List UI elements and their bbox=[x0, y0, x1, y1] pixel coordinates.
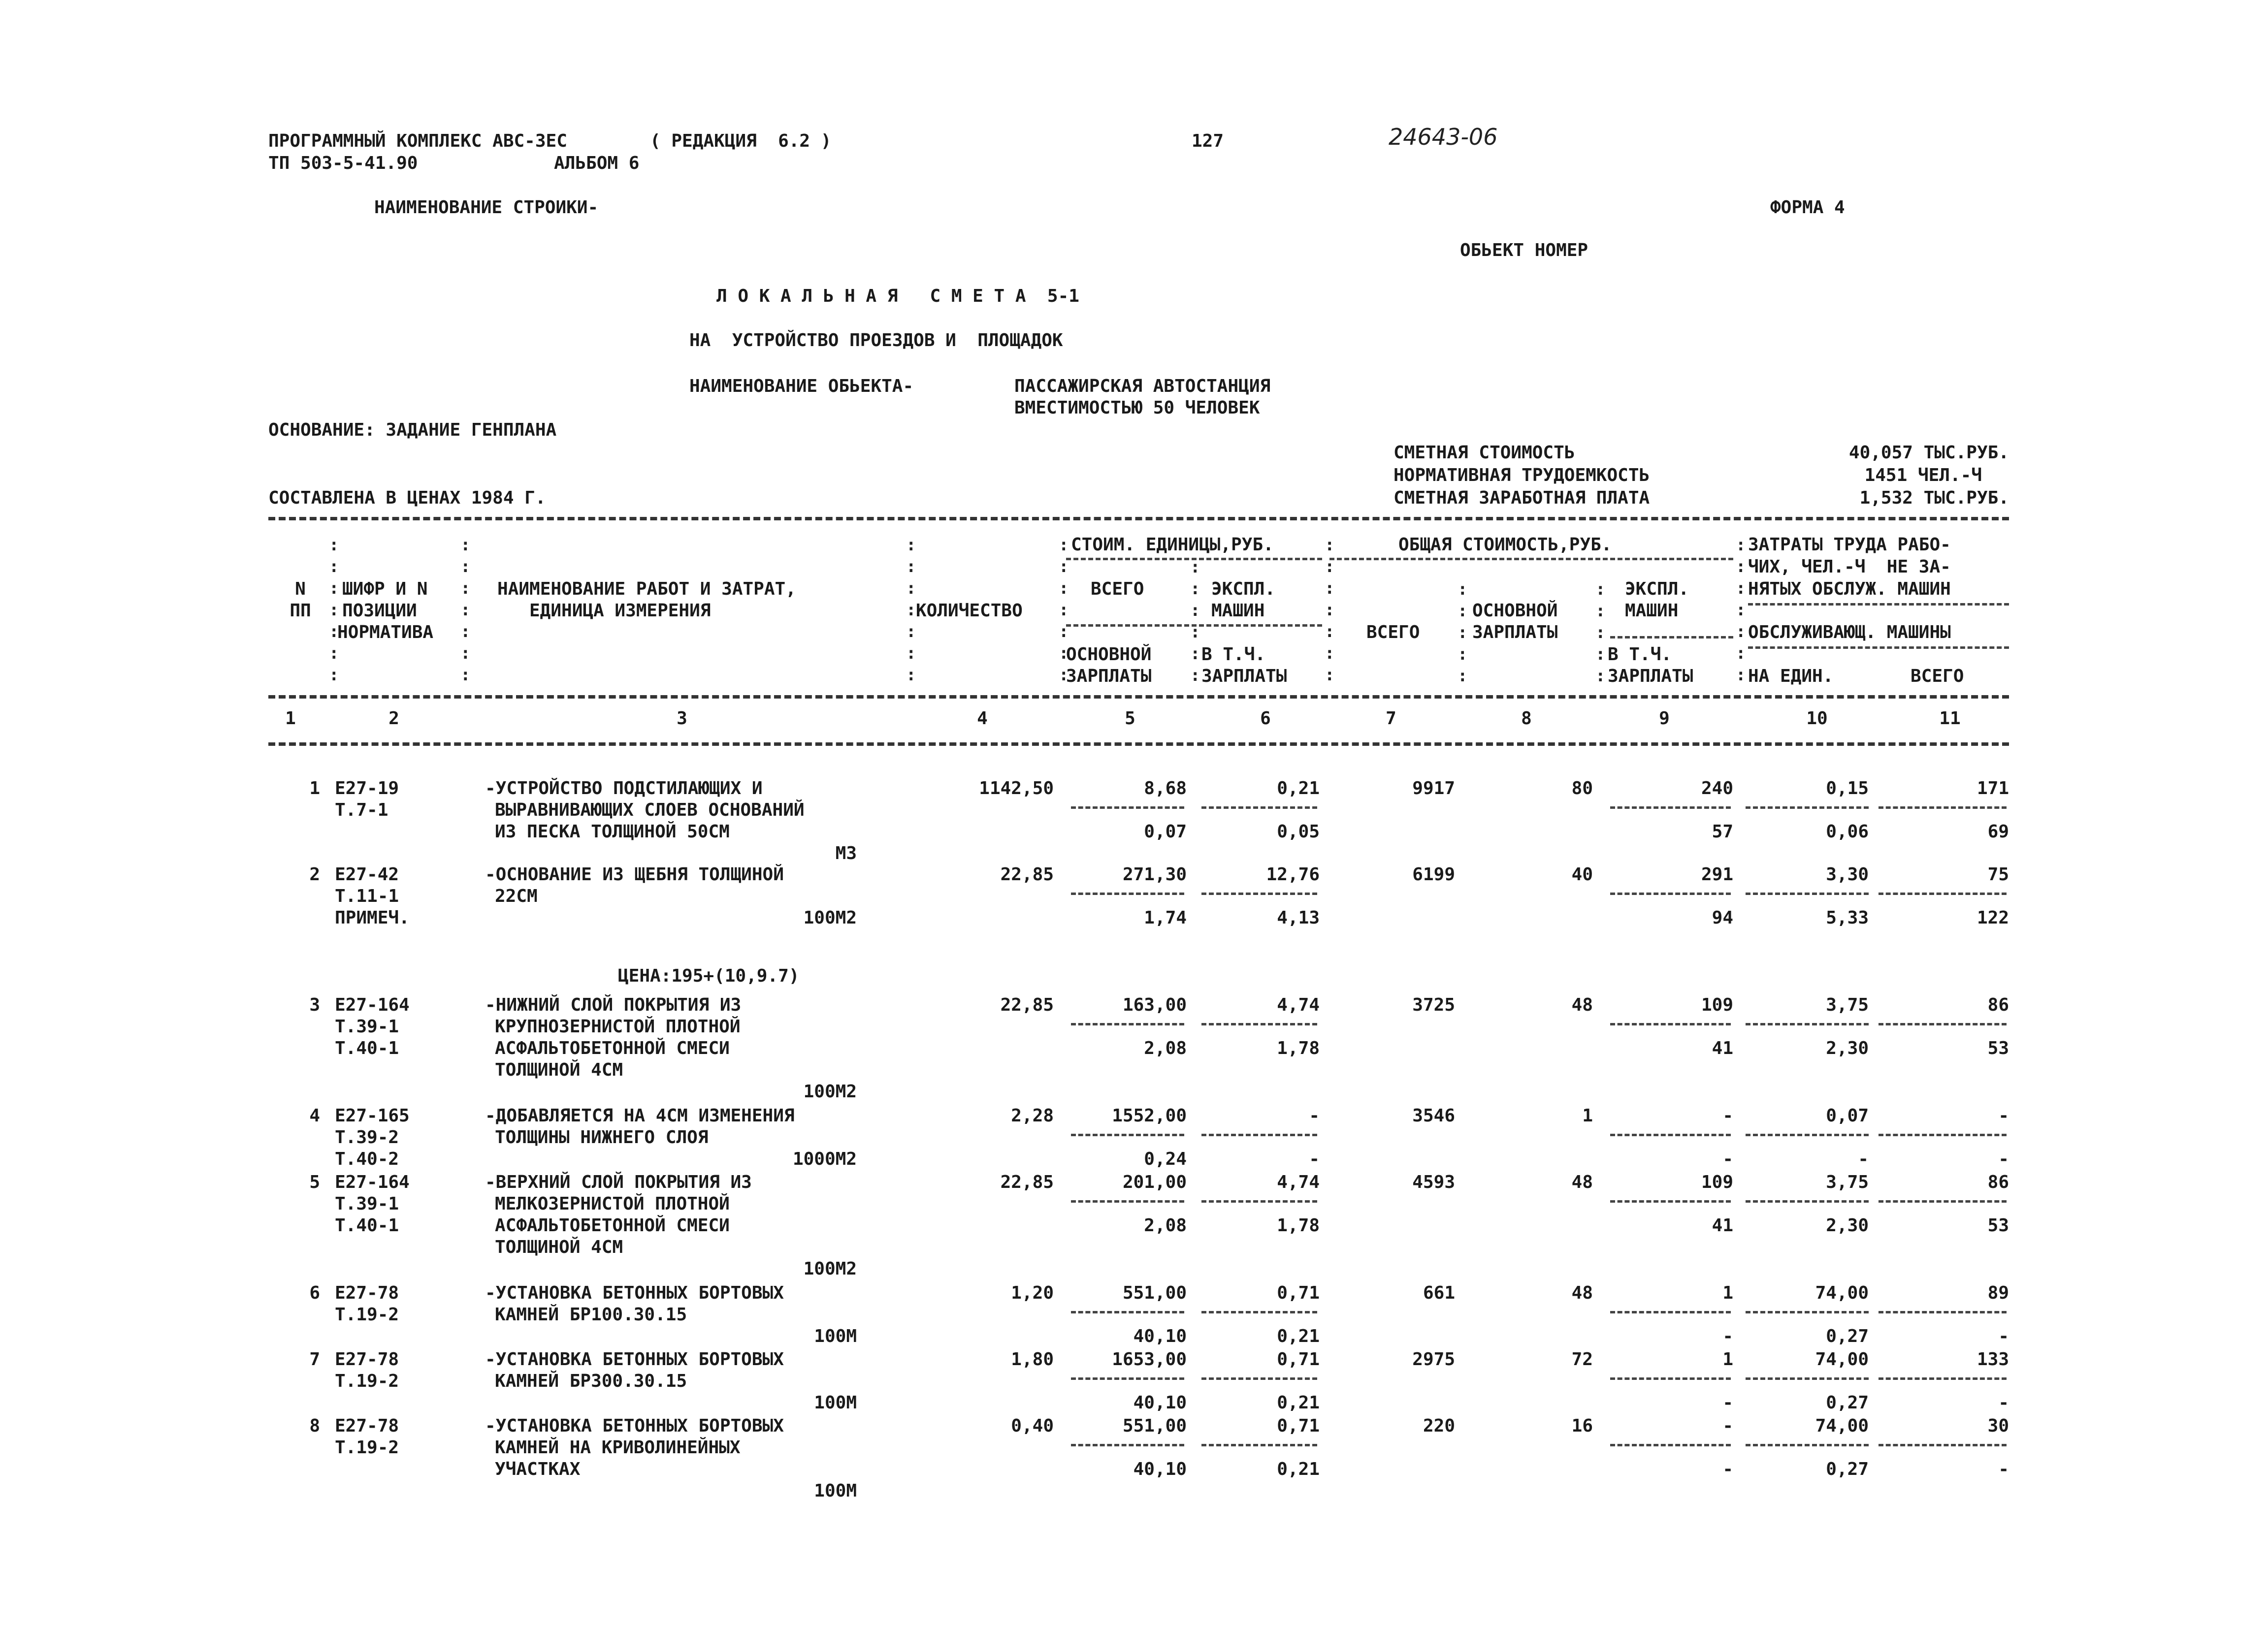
summary-label: СМЕТНАЯ СТОИМОСТЬ bbox=[1393, 443, 1575, 463]
unit-cost-machine-wages: 0,05 bbox=[1277, 822, 1320, 842]
total-machines: 240 bbox=[1701, 778, 1733, 798]
total-cost-header: ОБЩАЯ СТОИМОСТЬ,РУБ. bbox=[1398, 535, 1612, 555]
norm-code: Т.11-1 bbox=[335, 886, 399, 906]
cell-rule bbox=[1071, 1200, 1184, 1203]
total-machine-wages: 57 bbox=[1712, 822, 1733, 842]
labor-per-unit-machines: 0,27 bbox=[1826, 1459, 1869, 1479]
col-6-header: МАШИН bbox=[1211, 601, 1265, 621]
work-name: КАМНЕЙ БР300.30.15 bbox=[495, 1371, 687, 1391]
work-name: -УСТАНОВКА БЕТОННЫХ БОРТОВЫХ bbox=[485, 1349, 784, 1370]
work-name: МЕЛКОЗЕРНИСТОЙ ПЛОТНОЙ bbox=[495, 1194, 730, 1214]
col-2-header: ПОЗИЦИИ bbox=[342, 601, 417, 621]
tp-number: ТП 503-5-41.90 bbox=[268, 153, 418, 173]
norm-code: Е27-165 bbox=[335, 1106, 410, 1126]
work-name: -ДОБАВЛЯЕТСЯ НА 4СМ ИЗМЕНЕНИЯ bbox=[485, 1106, 795, 1126]
col-10-header: НА ЕДИН. bbox=[1748, 666, 1834, 686]
row-number: 1 bbox=[309, 778, 320, 798]
labor-per-unit: 74,00 bbox=[1815, 1416, 1869, 1436]
row-number: 7 bbox=[309, 1349, 320, 1370]
cell-rule bbox=[1746, 1311, 1869, 1313]
unit-cost-machines: - bbox=[1309, 1106, 1320, 1126]
col-9-header: ЭКСПЛ. bbox=[1625, 579, 1689, 599]
work-name: -УСТРОЙСТВО ПОДСТИЛАЮЩИХ И bbox=[485, 778, 763, 798]
cell-rule bbox=[1610, 1377, 1731, 1380]
labor-total-machines: 53 bbox=[1987, 1038, 2009, 1058]
work-name: КАМНЕЙ БР100.30.15 bbox=[495, 1305, 687, 1325]
labor-per-unit: 3,30 bbox=[1826, 864, 1869, 885]
summary-value: 1451 ЧЕЛ.-Ч bbox=[1864, 465, 1982, 485]
cell-rule bbox=[1746, 806, 1869, 809]
column-number: 6 bbox=[1260, 708, 1271, 729]
norm-code: Е27-78 bbox=[335, 1416, 399, 1436]
total-machines: 1 bbox=[1722, 1349, 1733, 1370]
cell-rule bbox=[1201, 1311, 1317, 1313]
norm-code: Е27-164 bbox=[335, 995, 410, 1015]
quantity: 2,28 bbox=[1011, 1106, 1054, 1126]
work-name: 22СМ bbox=[495, 886, 538, 906]
cell-rule bbox=[1610, 806, 1731, 809]
unit-cost-total: 163,00 bbox=[1122, 995, 1187, 1015]
total-cost: 3546 bbox=[1412, 1106, 1455, 1126]
object-name-line-1: ПАССАЖИРСКАЯ АВТОСТАНЦИЯ bbox=[1014, 376, 1271, 396]
total-machines: 109 bbox=[1701, 1172, 1733, 1192]
labor-total: 86 bbox=[1987, 995, 2009, 1015]
cell-rule bbox=[1201, 893, 1317, 895]
object-name-line-2: ВМЕСТИМОСТЬЮ 50 ЧЕЛОВЕК bbox=[1014, 398, 1260, 418]
work-name: ТОЛЩИНЫ НИЖНЕГО СЛОЯ bbox=[495, 1127, 709, 1148]
header-rule bbox=[1329, 558, 1733, 560]
work-name: ВЫРАВНИВАЮЩИХ СЛОЕВ ОСНОВАНИЙ bbox=[495, 800, 805, 820]
row-number: 8 bbox=[309, 1416, 320, 1436]
total-cost: 2975 bbox=[1412, 1349, 1455, 1370]
unit-cost-machine-wages: 1,78 bbox=[1277, 1038, 1320, 1058]
labor-per-unit: 3,75 bbox=[1826, 995, 1869, 1015]
unit-cost-header: СТОИМ. ЕДИНИЦЫ,РУБ. bbox=[1071, 535, 1274, 555]
quantity: 1,20 bbox=[1011, 1283, 1054, 1303]
cell-rule bbox=[1201, 1444, 1317, 1446]
table-rule bbox=[268, 517, 2009, 520]
labor-total-machines: 69 bbox=[1987, 822, 2009, 842]
cell-rule bbox=[1879, 1200, 2007, 1203]
quantity: 1,80 bbox=[1011, 1349, 1054, 1370]
unit-cost-machines: 0,21 bbox=[1277, 778, 1320, 798]
total-machine-wages: 41 bbox=[1712, 1215, 1733, 1236]
unit-cost-total: 551,00 bbox=[1122, 1416, 1187, 1436]
labor-per-unit-machines: 0,27 bbox=[1826, 1326, 1869, 1346]
row-number: 5 bbox=[309, 1172, 320, 1192]
total-wages: 16 bbox=[1571, 1416, 1593, 1436]
unit-cost-wages: 40,10 bbox=[1133, 1326, 1187, 1346]
work-name: ТОЛЩИНОЙ 4СМ bbox=[495, 1237, 623, 1257]
col-6-header: В Т.Ч. bbox=[1201, 644, 1266, 665]
total-cost: 4593 bbox=[1412, 1172, 1455, 1192]
quantity: 1142,50 bbox=[979, 778, 1054, 798]
cell-rule bbox=[1879, 1134, 2007, 1136]
labor-machines-header: ОБСЛУЖИВАЮЩ. МАШИНЫ bbox=[1748, 622, 1951, 642]
cell-rule bbox=[1201, 1134, 1317, 1136]
col-6-header: ЭКСПЛ. bbox=[1211, 579, 1276, 599]
norm-code: ПРИМЕЧ. bbox=[335, 908, 410, 928]
total-machine-wages: - bbox=[1722, 1459, 1733, 1479]
col-4-header: КОЛИЧЕСТВО bbox=[916, 601, 1023, 621]
labor-per-unit-machines: 5,33 bbox=[1826, 908, 1869, 928]
cell-rule bbox=[1879, 806, 2007, 809]
labor-total: 75 bbox=[1987, 864, 2009, 885]
col-5-header: ЗАРПЛАТЫ bbox=[1066, 666, 1152, 686]
labor-total-machines: - bbox=[1998, 1393, 2009, 1413]
unit-cost-wages: 0,24 bbox=[1144, 1149, 1187, 1169]
cell-rule bbox=[1879, 1311, 2007, 1313]
unit-cost-wages: 40,10 bbox=[1133, 1459, 1187, 1479]
estimate-title: Л О К А Л Ь Н А Я С М Е Т А 5-1 bbox=[716, 286, 1079, 306]
norm-code: Т.39-1 bbox=[335, 1017, 399, 1037]
col-3-header: ЕДИНИЦА ИЗМЕРЕНИЯ bbox=[529, 601, 711, 621]
labor-header: ЧИХ, ЧЕЛ.-Ч НЕ ЗА- bbox=[1748, 557, 1951, 577]
summary-label: СМЕТНАЯ ЗАРАБОТНАЯ ПЛАТА bbox=[1393, 488, 1650, 508]
total-cost: 6199 bbox=[1412, 864, 1455, 885]
cell-rule bbox=[1071, 1377, 1184, 1380]
column-number: 5 bbox=[1125, 708, 1135, 729]
total-cost: 661 bbox=[1423, 1283, 1455, 1303]
price-note: ЦЕНА:195+(10,9.7) bbox=[618, 966, 800, 986]
labor-total-machines: - bbox=[1998, 1326, 2009, 1346]
labor-total-machines: 53 bbox=[1987, 1215, 2009, 1236]
unit-of-measure: 100М bbox=[814, 1326, 857, 1346]
total-machines: 291 bbox=[1701, 864, 1733, 885]
album-label: АЛЬБОМ 6 bbox=[554, 153, 640, 173]
col-11-header: ВСЕГО bbox=[1911, 666, 1964, 686]
cell-rule bbox=[1610, 1200, 1731, 1203]
column-number: 2 bbox=[389, 708, 399, 729]
labor-per-unit-machines: 0,06 bbox=[1826, 822, 1869, 842]
labor-total-machines: - bbox=[1998, 1149, 2009, 1169]
summary-value: 40,057 ТЫС.РУБ. bbox=[1848, 443, 2009, 463]
labor-total: 133 bbox=[1976, 1349, 2009, 1370]
column-number: 11 bbox=[1939, 708, 1961, 729]
norm-code: Т.7-1 bbox=[335, 800, 389, 820]
total-wages: 40 bbox=[1571, 864, 1593, 885]
total-machine-wages: - bbox=[1722, 1326, 1733, 1346]
col-3-header: НАИМЕНОВАНИЕ РАБОТ И ЗАТРАТ, bbox=[497, 579, 796, 599]
total-wages: 48 bbox=[1571, 995, 1593, 1015]
col-8-header: ЗАРПЛАТЫ bbox=[1472, 622, 1558, 642]
object-name-label: НАИМЕНОВАНИЕ ОБЬЕКТА- bbox=[689, 376, 914, 396]
header-rule bbox=[1066, 624, 1322, 627]
labor-total: 89 bbox=[1987, 1283, 2009, 1303]
unit-of-measure: М3 bbox=[835, 843, 857, 863]
norm-code: Т.40-1 bbox=[335, 1038, 399, 1058]
unit-cost-wages: 40,10 bbox=[1133, 1393, 1187, 1413]
total-machines: - bbox=[1722, 1416, 1733, 1436]
unit-cost-machines: 4,74 bbox=[1277, 995, 1320, 1015]
norm-code: Е27-78 bbox=[335, 1349, 399, 1370]
labor-per-unit-machines: - bbox=[1858, 1149, 1869, 1169]
col-5-header: ОСНОВНОЙ bbox=[1066, 644, 1152, 665]
unit-cost-wages: 1,74 bbox=[1144, 908, 1187, 928]
cell-rule bbox=[1879, 1023, 2007, 1025]
total-machines: - bbox=[1722, 1106, 1733, 1126]
program-name: ПРОГРАММНЫЙ КОМПЛЕКС АВС-3ЕС bbox=[268, 131, 567, 151]
unit-of-measure: 100М bbox=[814, 1481, 857, 1501]
cell-rule bbox=[1879, 893, 2007, 895]
unit-cost-machines: 4,74 bbox=[1277, 1172, 1320, 1192]
labor-per-unit: 0,15 bbox=[1826, 778, 1869, 798]
norm-code: Т.19-2 bbox=[335, 1305, 399, 1325]
unit-cost-machine-wages: 4,13 bbox=[1277, 908, 1320, 928]
labor-per-unit: 0,07 bbox=[1826, 1106, 1869, 1126]
row-number: 2 bbox=[309, 864, 320, 885]
header-rule bbox=[1066, 558, 1322, 560]
cell-rule bbox=[1746, 1134, 1869, 1136]
row-number: 3 bbox=[309, 995, 320, 1015]
table-rule bbox=[268, 742, 2009, 746]
edition-label: ( РЕДАКЦИЯ 6.2 ) bbox=[650, 131, 832, 151]
col-5-header: ВСЕГО bbox=[1091, 579, 1144, 599]
total-machine-wages: 94 bbox=[1712, 908, 1733, 928]
cell-rule bbox=[1071, 1134, 1184, 1136]
total-machine-wages: 41 bbox=[1712, 1038, 1733, 1058]
norm-code: Т.39-1 bbox=[335, 1194, 399, 1214]
norm-code: Е27-42 bbox=[335, 864, 399, 885]
norm-code: Т.40-2 bbox=[335, 1149, 399, 1169]
labor-total: 30 bbox=[1987, 1416, 2009, 1436]
cell-rule bbox=[1746, 893, 1869, 895]
total-machines: 109 bbox=[1701, 995, 1733, 1015]
cell-rule bbox=[1610, 1444, 1731, 1446]
labor-per-unit: 74,00 bbox=[1815, 1349, 1869, 1370]
unit-cost-total: 271,30 bbox=[1122, 864, 1187, 885]
unit-cost-machines: 0,71 bbox=[1277, 1416, 1320, 1436]
cell-rule bbox=[1746, 1200, 1869, 1203]
col-8-header: ОСНОВНОЙ bbox=[1472, 601, 1558, 621]
cell-rule bbox=[1201, 1023, 1317, 1025]
work-name: АСФАЛЬТОБЕТОННОЙ СМЕСИ bbox=[495, 1215, 730, 1236]
row-number: 6 bbox=[309, 1283, 320, 1303]
work-name: -ОСНОВАНИЕ ИЗ ЩЕБНЯ ТОЛЩИНОЙ bbox=[485, 864, 784, 885]
column-number: 9 bbox=[1659, 708, 1670, 729]
labor-header: ЗАТРАТЫ ТРУДА РАБО- bbox=[1748, 535, 1951, 555]
cell-rule bbox=[1071, 1023, 1184, 1025]
total-cost: 220 bbox=[1423, 1416, 1455, 1436]
total-cost: 3725 bbox=[1412, 995, 1455, 1015]
unit-cost-total: 8,68 bbox=[1144, 778, 1187, 798]
cell-rule bbox=[1201, 1200, 1317, 1203]
work-name: КРУПНОЗЕРНИСТОЙ ПЛОТНОЙ bbox=[495, 1017, 741, 1037]
norm-code: Т.40-1 bbox=[335, 1215, 399, 1236]
unit-cost-total: 1552,00 bbox=[1112, 1106, 1187, 1126]
labor-per-unit-machines: 2,30 bbox=[1826, 1038, 1869, 1058]
unit-cost-total: 1653,00 bbox=[1112, 1349, 1187, 1370]
object-number-label: ОБЬЕКТ НОМЕР bbox=[1460, 240, 1588, 260]
header-rule bbox=[1748, 646, 2009, 649]
norm-code: Е27-78 bbox=[335, 1283, 399, 1303]
total-wages: 80 bbox=[1571, 778, 1593, 798]
total-machine-wages: - bbox=[1722, 1149, 1733, 1169]
work-name: ИЗ ПЕСКА ТОЛЩИНОЙ 50СМ bbox=[495, 822, 730, 842]
col-7-header: ВСЕГО bbox=[1366, 622, 1420, 642]
col-1-header: N bbox=[295, 579, 306, 599]
unit-of-measure: 100М2 bbox=[803, 908, 857, 928]
norm-code: Е27-164 bbox=[335, 1172, 410, 1192]
column-number: 1 bbox=[285, 708, 296, 729]
row-number: 4 bbox=[309, 1106, 320, 1126]
cell-rule bbox=[1610, 1023, 1731, 1025]
col-9-header: МАШИН bbox=[1625, 601, 1679, 621]
labor-total: 86 bbox=[1987, 1172, 2009, 1192]
col-2-header: ШИФР И N bbox=[342, 579, 428, 599]
norm-code: Т.39-2 bbox=[335, 1127, 399, 1148]
unit-cost-total: 551,00 bbox=[1122, 1283, 1187, 1303]
cell-rule bbox=[1879, 1444, 2007, 1446]
quantity: 22,85 bbox=[1000, 1172, 1054, 1192]
cell-rule bbox=[1071, 1444, 1184, 1446]
cell-rule bbox=[1201, 1377, 1317, 1380]
column-number: 4 bbox=[977, 708, 988, 729]
cell-rule bbox=[1610, 893, 1731, 895]
handwritten-code: 24643-06 bbox=[1389, 124, 1498, 150]
col-2-header: НОРМАТИВА bbox=[337, 622, 434, 642]
col-9-header: В Т.Ч. bbox=[1608, 644, 1672, 665]
unit-of-measure: 1000М2 bbox=[792, 1149, 857, 1169]
labor-total: - bbox=[1998, 1106, 2009, 1126]
cell-rule bbox=[1201, 806, 1317, 809]
total-cost: 9917 bbox=[1412, 778, 1455, 798]
total-wages: 1 bbox=[1582, 1106, 1593, 1126]
unit-cost-machine-wages: 0,21 bbox=[1277, 1459, 1320, 1479]
labor-header: НЯТЫХ ОБСЛУЖ. МАШИН bbox=[1748, 579, 1951, 599]
work-name: -УСТАНОВКА БЕТОННЫХ БОРТОВЫХ bbox=[485, 1416, 784, 1436]
total-machine-wages: - bbox=[1722, 1393, 1733, 1413]
work-name: АСФАЛЬТОБЕТОННОЙ СМЕСИ bbox=[495, 1038, 730, 1058]
cell-rule bbox=[1071, 806, 1184, 809]
norm-code: Т.19-2 bbox=[335, 1371, 399, 1391]
prices-label: СОСТАВЛЕНА В ЦЕНАХ 1984 Г. bbox=[268, 488, 546, 508]
page-number: 127 bbox=[1192, 131, 1224, 151]
cell-rule bbox=[1746, 1377, 1869, 1380]
labor-total: 171 bbox=[1976, 778, 2009, 798]
work-name: -УСТАНОВКА БЕТОННЫХ БОРТОВЫХ bbox=[485, 1283, 784, 1303]
col-6-header: ЗАРПЛАТЫ bbox=[1201, 666, 1287, 686]
unit-cost-wages: 2,08 bbox=[1144, 1038, 1187, 1058]
total-wages: 72 bbox=[1571, 1349, 1593, 1370]
form-label: ФОРМА 4 bbox=[1770, 197, 1845, 218]
construction-name-label: НАИМЕНОВАНИЕ СТРОИКИ- bbox=[374, 197, 599, 218]
total-wages: 48 bbox=[1571, 1172, 1593, 1192]
work-name: ТОЛЩИНОЙ 4СМ bbox=[495, 1060, 623, 1080]
unit-of-measure: 100М bbox=[814, 1393, 857, 1413]
labor-per-unit: 3,75 bbox=[1826, 1172, 1869, 1192]
unit-cost-machines: 0,71 bbox=[1277, 1283, 1320, 1303]
header-rule bbox=[1748, 603, 2009, 606]
column-number: 10 bbox=[1806, 708, 1828, 729]
work-name: КАМНЕЙ НА КРИВОЛИНЕЙНЫХ bbox=[495, 1437, 741, 1458]
basis-label: ОСНОВАНИЕ: ЗАДАНИЕ ГЕНПЛАНА bbox=[268, 420, 557, 440]
unit-cost-machine-wages: 0,21 bbox=[1277, 1326, 1320, 1346]
quantity: 22,85 bbox=[1000, 864, 1054, 885]
table-rule bbox=[268, 695, 2009, 699]
quantity: 22,85 bbox=[1000, 995, 1054, 1015]
unit-cost-total: 201,00 bbox=[1122, 1172, 1187, 1192]
norm-code: Е27-19 bbox=[335, 778, 399, 798]
summary-label: НОРМАТИВНАЯ ТРУДОЕМКОСТЬ bbox=[1393, 465, 1650, 485]
unit-cost-wages: 2,08 bbox=[1144, 1215, 1187, 1236]
column-number: 8 bbox=[1521, 708, 1532, 729]
col-9-header: ЗАРПЛАТЫ bbox=[1608, 666, 1693, 686]
unit-cost-wages: 0,07 bbox=[1144, 822, 1187, 842]
cell-rule bbox=[1746, 1023, 1869, 1025]
cell-rule bbox=[1746, 1444, 1869, 1446]
work-name: УЧАСТКАХ bbox=[495, 1459, 581, 1479]
summary-value: 1,532 ТЫС.РУБ. bbox=[1859, 488, 2009, 508]
col-1-header: ПП bbox=[290, 601, 311, 621]
estimate-subtitle: НА УСТРОЙСТВО ПРОЕЗДОВ И ПЛОЩАДОК bbox=[689, 330, 1063, 351]
labor-per-unit-machines: 0,27 bbox=[1826, 1393, 1869, 1413]
labor-total-machines: - bbox=[1998, 1459, 2009, 1479]
cell-rule bbox=[1610, 1311, 1731, 1313]
total-wages: 48 bbox=[1571, 1283, 1593, 1303]
quantity: 0,40 bbox=[1011, 1416, 1054, 1436]
total-machines: 1 bbox=[1722, 1283, 1733, 1303]
unit-cost-machine-wages: - bbox=[1309, 1149, 1320, 1169]
labor-total-machines: 122 bbox=[1976, 908, 2009, 928]
header-rule bbox=[1610, 636, 1733, 638]
unit-cost-machine-wages: 0,21 bbox=[1277, 1393, 1320, 1413]
work-name: -НИЖНИЙ СЛОЙ ПОКРЫТИЯ ИЗ bbox=[485, 995, 742, 1015]
norm-code: Т.19-2 bbox=[335, 1437, 399, 1458]
labor-per-unit: 74,00 bbox=[1815, 1283, 1869, 1303]
cell-rule bbox=[1610, 1134, 1731, 1136]
unit-of-measure: 100М2 bbox=[803, 1082, 857, 1102]
unit-cost-machines: 0,71 bbox=[1277, 1349, 1320, 1370]
column-number: 7 bbox=[1386, 708, 1396, 729]
cell-rule bbox=[1071, 1311, 1184, 1313]
column-number: 3 bbox=[677, 708, 687, 729]
unit-of-measure: 100М2 bbox=[803, 1259, 857, 1279]
labor-per-unit-machines: 2,30 bbox=[1826, 1215, 1869, 1236]
cell-rule bbox=[1071, 893, 1184, 895]
unit-cost-machine-wages: 1,78 bbox=[1277, 1215, 1320, 1236]
unit-cost-machines: 12,76 bbox=[1266, 864, 1320, 885]
cell-rule bbox=[1879, 1377, 2007, 1380]
work-name: -ВЕРХНИЙ СЛОЙ ПОКРЫТИЯ ИЗ bbox=[485, 1172, 752, 1192]
